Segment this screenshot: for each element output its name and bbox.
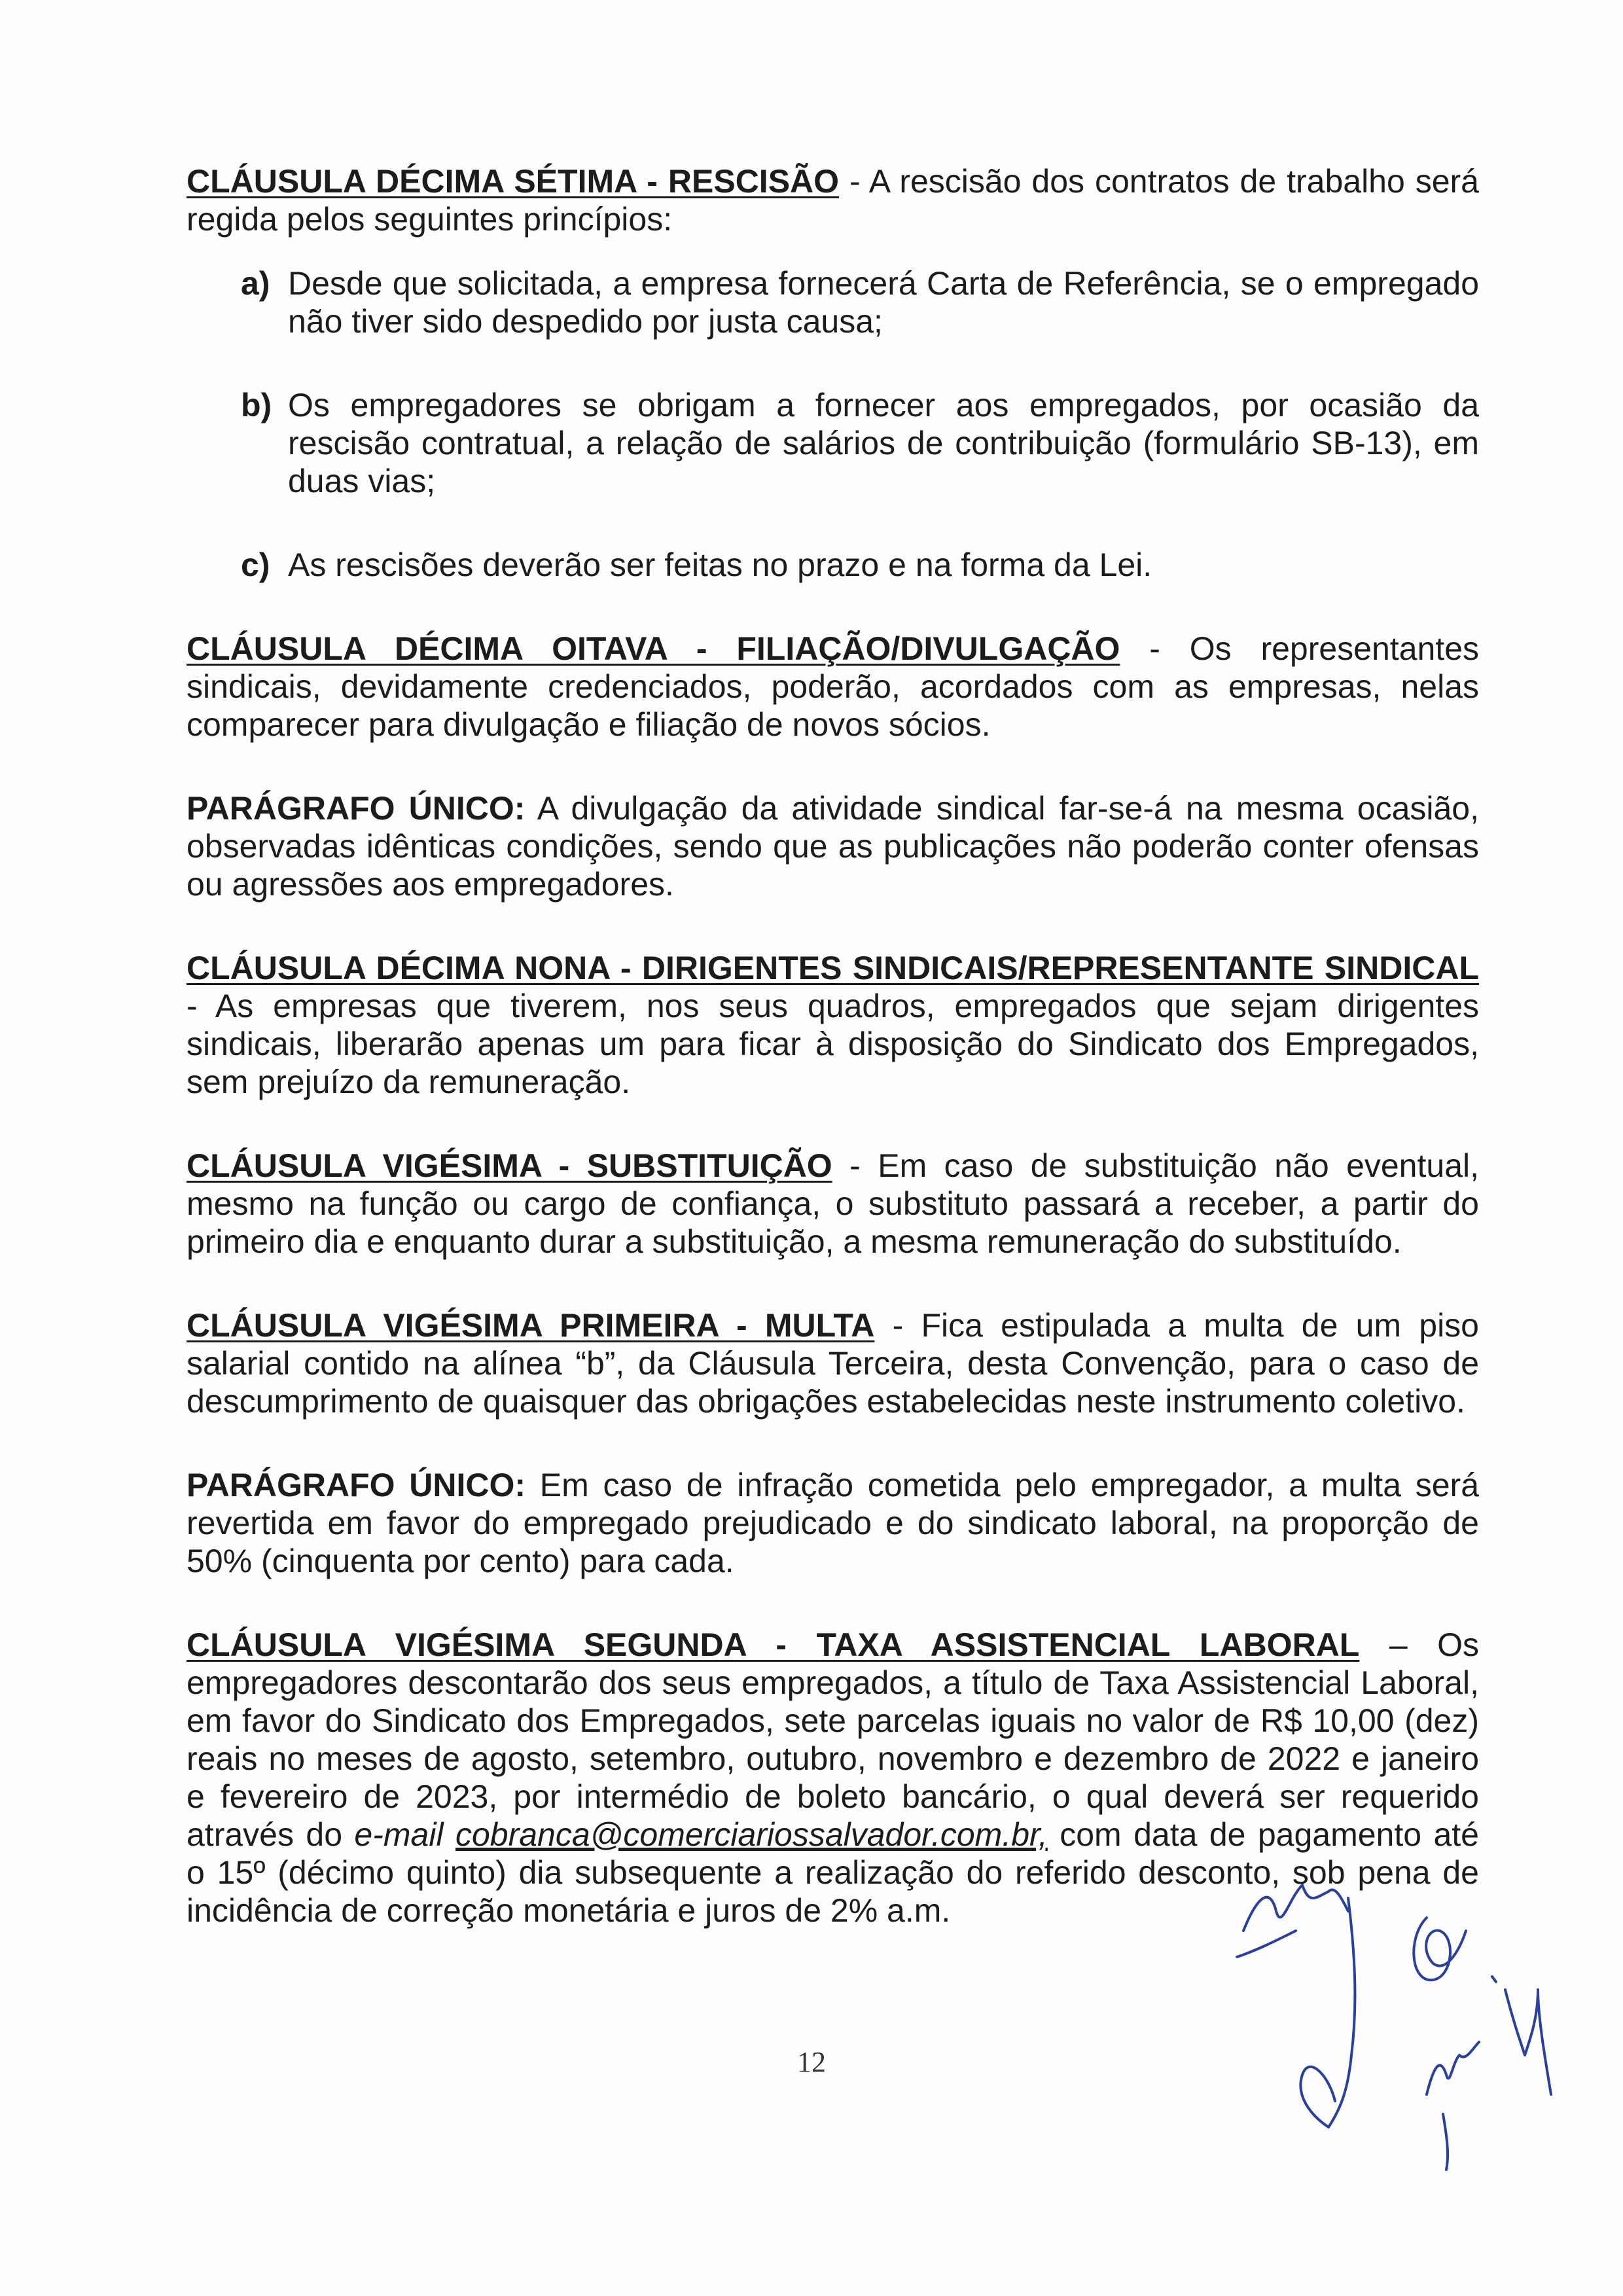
item-text: As rescisões deverão ser feitas no prazo e na forma da Lei.: [288, 547, 1152, 583]
clause-18-paragraph: [187, 789, 1479, 903]
paragraph-heading: PARÁGRAFO ÚNICO:: [187, 1467, 526, 1503]
item-marker: c): [241, 547, 270, 583]
list-item: [187, 264, 1479, 340]
paragraph-text: Em caso de infração cometida pelo empregador, a multa será revertida em favor do empregado prejudicado e do sindicato laboral, na proporção de 50% (cinquenta por cento) para cada.: [187, 1467, 1480, 1579]
item-marker: a): [241, 265, 270, 302]
item-marker: b): [241, 387, 272, 423]
handwritten-signatures: [1230, 1859, 1571, 2173]
clause-20-heading: CLÁUSULA VIGÉSIMA - SUBSTITUIÇÃO: [187, 1147, 832, 1184]
list-item: [187, 386, 1479, 500]
clause-21-text: - Fica estipulada a multa de um piso salarial contido na alínea “b”, da Cláusula Terceira, desta Convenção, para o caso de descumprimento de quaisquer das obrigações estabelecidas neste instrumento coletivo.: [187, 1307, 1479, 1420]
signature-initial-2: [1414, 1918, 1466, 1980]
clause-17-items: [187, 264, 1479, 584]
clause-22-text-before: – Os empregadores descontarão dos seus empregados, a título de Taxa Assistencial Laboral, em favor do Sindicato dos Empregados, sete parcelas iguais no valor de R$ 10,00 (dez) reais no meses de agosto, setembro, outubro, novembro e dezembro de 2022 e janeiro e fevereiro de 2023, por intermédio de boleto bancário, o qual deverá ser requerido através do: [187, 1626, 1480, 1853]
clause-21-paragraph: [187, 1466, 1479, 1580]
email-label: e-mail: [354, 1816, 444, 1853]
clause-19: [187, 949, 1479, 1101]
clause-21: [187, 1306, 1479, 1420]
clause-22-text-after: com data de pagamento até o 15º (décimo quinto) dia subsequente a realização do referido desconto, sob pena de incidência de correção monetária e juros de 2% a.m.: [187, 1816, 1479, 1929]
signature-initial-3: [1427, 2042, 1479, 2094]
clause-19-heading: CLÁUSULA DÉCIMA NONA - DIRIGENTES SINDICAIS/REPRESENTANTE SINDICAL: [187, 950, 1479, 986]
clause-20-text: - Em caso de substituição não eventual, mesmo na função ou cargo de confiança, o substituto passará a receber, a partir do primeiro dia e enquanto durar a substituição, a mesma remuneração do substituído.: [187, 1147, 1480, 1260]
clause-18-text: - Os representantes sindicais, devidamente credenciados, poderão, acordados com as empresas, nelas comparecer para divulgação e filiação de novos sócios.: [187, 630, 1480, 743]
page-number: 12: [797, 2046, 826, 2078]
clause-17-text: - A rescisão dos contratos de trabalho será regida pelos seguintes princípios:: [187, 163, 1479, 238]
clause-18-heading: CLÁUSULA DÉCIMA OITAVA - FILIAÇÃO/DIVULGAÇÃO: [187, 630, 1120, 667]
clause-21-heading: CLÁUSULA VIGÉSIMA PRIMEIRA - MULTA: [187, 1307, 875, 1344]
clause-22-heading: CLÁUSULA VIGÉSIMA SEGUNDA - TAXA ASSISTENCIAL LABORAL: [187, 1626, 1360, 1663]
clause-20: [187, 1147, 1479, 1261]
item-text: Desde que solicitada, a empresa fornecerá Carta de Referência, se o empregado não tiver sido despedido por justa causa;: [288, 265, 1479, 340]
paragraph-heading: PARÁGRAFO ÚNICO:: [187, 790, 526, 827]
signature-initial-1: [1243, 1885, 1348, 1931]
clause-18: [187, 630, 1479, 744]
email-link[interactable]: cobranca@comerciariossalvador.com.br,: [455, 1816, 1048, 1853]
clause-17: [187, 162, 1479, 238]
document-body: [187, 162, 1479, 1975]
clause-17-heading: CLÁUSULA DÉCIMA SÉTIMA - RESCISÃO: [187, 163, 840, 200]
list-item: [187, 546, 1479, 584]
clause-19-text: - As empresas que tiverem, nos seus quadros, empregados que sejam dirigentes sindicais, liberarão apenas um para ficar à disposição do Sindicato dos Empregados, sem prejuízo da remuneração.: [187, 988, 1479, 1100]
item-text: Os empregadores se obrigam a fornecer aos empregados, por ocasião da rescisão contratual, a relação de salários de contribuição (formulário SB-13), em duas vias;: [288, 387, 1479, 499]
paragraph-text: A divulgação da atividade sindical far-se-á na mesma ocasião, observadas idênticas condições, sendo que as publicações não poderão conter ofensas ou agressões aos empregadores.: [187, 790, 1479, 903]
